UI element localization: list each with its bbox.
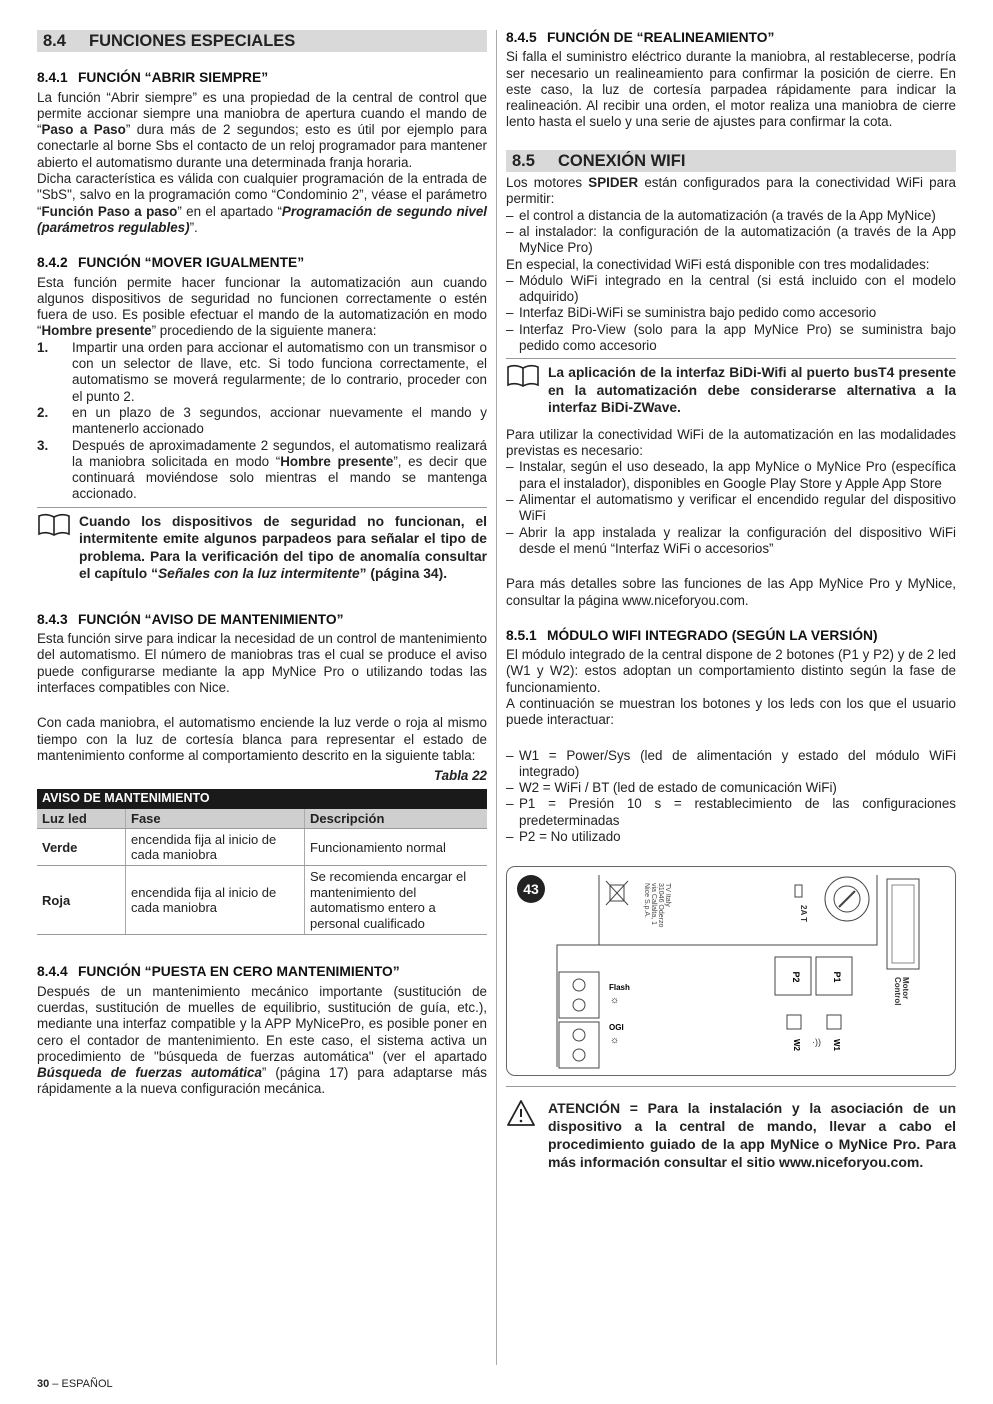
heading-8-4-5: 8.4.5 FUNCIÓN DE “REALINEAMIENTO” [506,30,775,45]
left-column [37,30,487,1098]
list-item: 3. Después de aproximadamente 2 segundos, el automatismo realizará la maniobra solicitada en modo “Hombre presente”, es decir que continuará moviéndose solo mientras el mando se mantenga accionado. [37,437,487,502]
list-item: – W2 = WiFi / BT (led de estado de comunicación WiFi) [506,780,837,796]
fuse-label: 2A T [799,905,808,923]
table-title: AVISO DE MANTENIMIENTO [37,789,487,809]
paragraph: El módulo integrado de la central dispone de 2 botones (P1 y P2) y de 2 led (W1 y W2): estos adoptan un comportamiento distinto según la fase de funcionamiento. [506,647,956,695]
lamp-icon: ☼ [610,995,620,1007]
heading-8-5-1: 8.5.1 MÓDULO WIFI INTEGRADO (SEGÚN LA VERSIÓN) [506,627,878,643]
maker-line: via Callalta, 1 [650,883,657,926]
w1-label: W1 [832,1039,841,1052]
column-divider [496,30,497,1365]
table-caption: Tabla 22 [433,768,487,784]
list-item: – Interfaz Pro-View (solo para la app MyNice Pro) se suministra bajo pedido como accesorio [506,321,956,354]
section-heading-8-5: 8.5 CONEXIÓN WIFI [506,150,956,172]
right-column [506,30,956,1171]
list-item: – el control a distancia de la automatización (a través de la App MyNice) [506,207,936,223]
paragraph: Los motores SPIDER están configurados para la conectividad WiFi para permitir: [506,175,956,207]
note-text: Cuando los dispositivos de seguridad no funcionan, el intermitente emite algunos parpadeos para señalar el tipo de problema. Para la verificación del tipo de anomalía consultar el capítulo “Señales con la luz intermitente” (página 34). [79,513,487,582]
list-item: – P2 = No utilizado [506,829,621,845]
led-w1 [827,1015,841,1029]
bullet-list [506,273,956,354]
table-row: Verde encendida fija al inicio de cada maniobra Funcionamiento normal [37,829,487,866]
p2-label: P2 [791,971,801,983]
table-row: Roja encendida fija al inicio de cada maniobra Se recomienda encargar el mantenimiento del automatismo entero a personal cualificado [37,866,487,935]
paragraph: Para más detalles sobre las funciones de las App MyNice Pro y MyNice, consultar la página www.niceforyou.com. [506,576,956,608]
maker-line: Nice S.p.A. [643,883,650,919]
paragraph: Para utilizar la conectividad WiFi de la automatización en las modalidades previstas es necesario: [506,426,956,459]
note-box [506,358,956,417]
list-item: – Módulo WiFi integrado en la central (si está incluido con el modelo adquirido) [506,272,956,305]
heading-8-4-2: 8.4.2 FUNCIÓN “MOVER IGUALMENTE” [37,255,305,271]
lamp-icon: ☼ [610,1035,620,1047]
page-footer: 30 – ESPAÑOL [37,1378,113,1390]
w2-label: W2 [792,1039,801,1052]
list-item: – al instalador: la configuración de la automatización (a través de la App MyNice Pro) [506,223,956,256]
book-icon [37,513,79,583]
maker-line: 31046 Oderzo [657,883,664,928]
bullet-list [506,208,956,257]
column-header: Descripción [305,809,488,829]
paragraph: Con cada maniobra, el automatismo enciende la luz verde o roja al mismo tiempo con la luz de cortesía blanca para representar el estado de mantenimiento conforme al comportamiento descrito en la siguiente tabla: [37,715,487,763]
maker-line: TV Italy [664,883,671,908]
warning-box [506,1086,956,1171]
maintenance-table [37,789,487,935]
paragraph: A continuación se muestran los botones y los leds con los que el usuario puede interactuar: [506,696,956,728]
flash-label: Flash [609,983,630,993]
led-w2 [787,1015,801,1029]
paragraph: Esta función permite hacer funcionar la automatización aun cuando algunos dispositivos de seguridad no funcionen correctamente o estén fuera de uso. Es posible efectuar el mando de la automatización en modo “Hombre presente” procediendo de la siguiente manera: [37,274,487,339]
paragraph: Esta función sirve para indicar la necesidad de un control de mantenimiento del automatismo. El número de maniobras tras el cual se produce el aviso puede configurarse mediante la app MyNice Pro o utilizando todas las interfaces compatibles con Nice. [37,631,487,695]
paragraph: Dicha característica es válida con cualquier programación de la entrada de "SbS", salvo en la programación como “Condominio 2”, véase el parámetro “Función Paso a paso” en el apartado “Programación de segundo nivel (parámetros regulables)”. [37,171,487,235]
heading-8-4-3: 8.4.3 FUNCIÓN “AVISO DE MANTENIMIENTO” [37,611,344,627]
paragraph: La función “Abrir siempre” es una propiedad de la central de control que permite accionar siempre una maniobra de apertura cuando el mando de “Paso a Paso” dura más de 2 segundos; esto es útil por ejemplo para conectarle al borne Sbs el contacto de un reloj programador para mantener abierto el automatismo durante una determinada franja horaria. [37,89,487,170]
column-header: Fase [126,809,305,829]
paragraph: Si falla el suministro eléctrico durante la maniobra, al restablecerse, podría ser necesario un realineamiento para confirmar la posición de cierre. En este caso, la luz de cortesía parpadea rápidamente para indicar la realineación. Al recibir una orden, el motor realiza una maniobra de cierre lento hasta el suelo y una serie de ajustes para confirmar la cota. [506,49,956,130]
numbered-list [37,340,487,503]
warning-text: ATENCIÓN = Para la instalación y la asociación de un dispositivo a la central de mando, llevar a cabo el procedimiento guiado de la app MyNice o MyNice Pro. Para más información consultar el sitio www.niceforyou.com. [548,1100,956,1171]
p1-label: P1 [832,971,842,983]
heading-8-4-1: 8.4.1 FUNCIÓN “ABRIR SIEMPRE” [37,70,269,86]
column-header: Luz led [37,809,126,829]
figure-number: 43 [523,881,539,898]
paragraph: En especial, la conectividad WiFi está disponible con tres modalidades: [506,256,930,272]
book-icon [506,364,548,417]
figure-43 [506,866,956,1076]
list-item: – P1 = Presión 10 s = restablecimiento de las configuraciones predeterminadas [506,796,956,828]
note-text: La aplicación de la interfaz BiDi-Wifi al puerto busT4 presente en la automatización debe considerarse alternativa a la interfaz BiDi-ZWave. [548,365,956,416]
motor-label: Motor [901,977,910,1000]
warning-icon [506,1099,548,1171]
list-item: – Alimentar el automatismo y verificar el encendido regular del dispositivo WiFi [506,492,956,524]
list-item: 1. Impartir una orden para accionar el automatismo con un transmisor o con un selector de llave, etc. Si todo funciona correctamente, el automatismo se moverá regularmente; de lo contrario, proceder con el punto 2. [37,339,487,404]
recycle-bin-icon [606,881,628,905]
list-item: – Abrir la app instalada y realizar la configuración del dispositivo WiFi desde el menú “Interfaz WiFi o accesorios” [506,524,956,556]
heading-8-4-4: 8.4.4 FUNCIÓN “PUESTA EN CERO MANTENIMIENTO” [37,964,400,980]
bullet-list [506,748,956,846]
list-item: – Interfaz BiDi-WiFi se suministra bajo pedido como accesorio [506,305,877,321]
control-label: Control [893,977,902,1006]
bullet-list [506,459,956,557]
note-box [37,507,487,583]
list-item: 2. en un plazo de 3 segundos, accionar nuevamente el mando y mantenerlo accionado [37,404,487,437]
paragraph: Después de un mantenimiento mecánico importante (sustitución de cuerdas, sustitución de muelles de equilibrio, sustitución de guía, etc.), mediante una interfaz compatible y la APP MyNicePro, es posible poner en cero el contador de mantenimiento. En este caso, el sistema activa un procedimiento de "búsqueda de fuerzas automática" (ver el apartado Búsqueda de fuerzas automática” (página 17) para adaptarse más rápidamente a la nueva configuración mecánica. [37,983,487,1097]
wifi-icon: ·)) [812,1037,821,1048]
list-item: – W1 = Power/Sys (led de alimentación y estado del módulo WiFi integrado) [506,747,956,779]
ogi-label: OGI [609,1023,624,1033]
list-item: – Instalar, según el uso deseado, la app MyNice o MyNice Pro (específica para el instalador), disponibles en Google Play Store y Apple App Store [506,459,956,491]
section-heading-8-4: 8.4 FUNCIONES ESPECIALES [37,30,487,52]
